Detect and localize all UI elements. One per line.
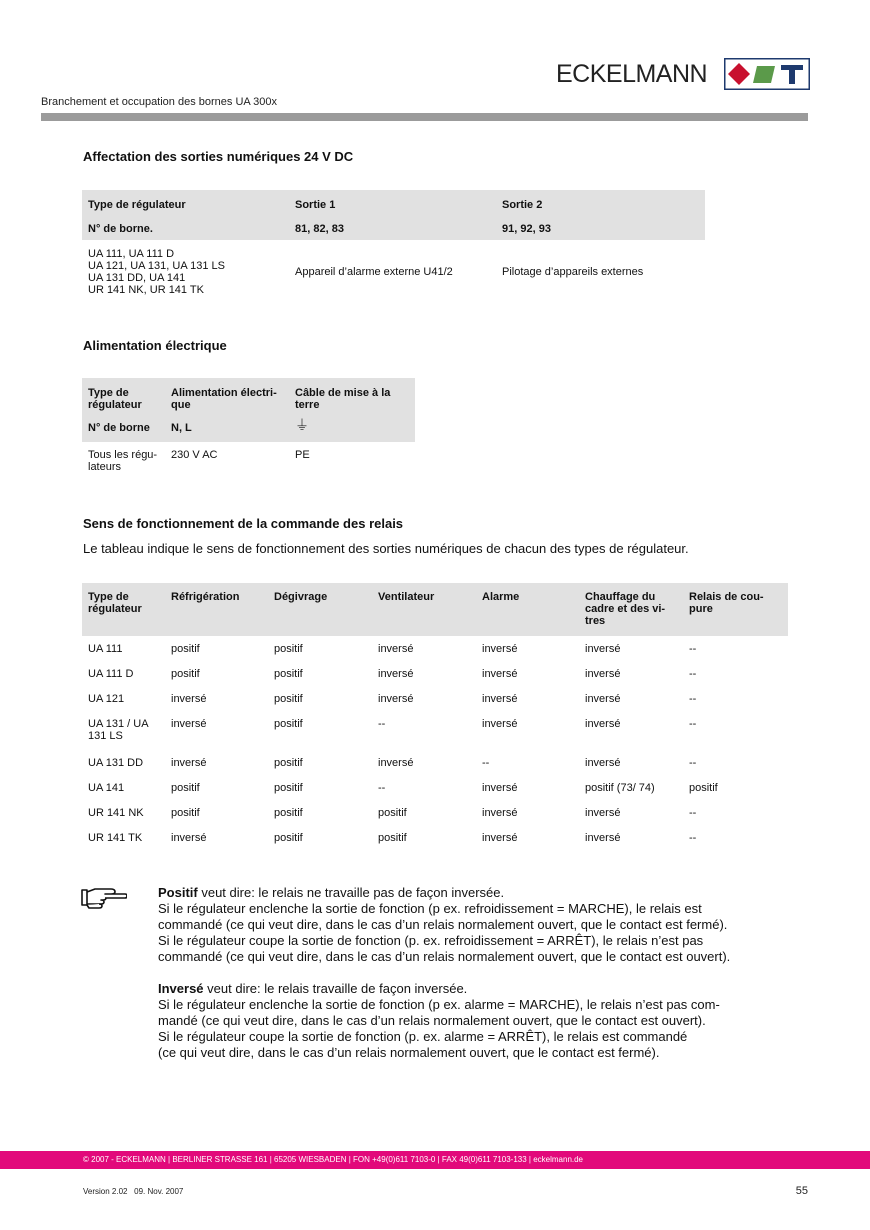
- eckelmann-logo-icon: [724, 58, 810, 90]
- table-cell: --: [689, 668, 697, 680]
- table-cell: --: [689, 693, 697, 705]
- table-cell: inversé: [482, 832, 518, 844]
- positive-term: Positif: [158, 885, 198, 900]
- table-cell: positif: [171, 807, 200, 819]
- company-logo-text: ECKELMANN: [556, 60, 708, 88]
- note-line: commandé (ce qui veut dire, dans le cas d’un relais normalement ouvert, que le contact est fermé).: [158, 917, 728, 932]
- table-cell: inversé: [585, 832, 621, 844]
- table-row: [82, 750, 788, 775]
- page-number: 55: [795, 1185, 808, 1197]
- table-cell: UA 131 / UA 131 LS: [88, 718, 148, 742]
- pointing-hand-icon: [81, 885, 127, 909]
- table-cell: positif: [171, 643, 200, 655]
- positive-definition: [158, 885, 808, 965]
- terminal-row: [82, 416, 415, 442]
- table-cell: inversé: [378, 693, 414, 705]
- table-cell: PE: [295, 449, 310, 461]
- table-cell: UA 141: [88, 782, 125, 794]
- terminal-label: N° de borne: [82, 416, 165, 442]
- table-cell: inversé: [585, 718, 621, 730]
- header-cell: Relais de cou-pure: [683, 583, 788, 636]
- note-line: Si le régulateur coupe la sortie de fonction (p. ex. alarme = ARRÊT), le relais est commandé: [158, 1029, 688, 1044]
- note-line: veut dire: le relais ne travaille pas de façon inversée.: [197, 885, 505, 900]
- table-cell: inversé: [171, 693, 207, 705]
- table-cell: UA 131 DD: [88, 757, 144, 769]
- table-cell: inversé: [585, 643, 621, 655]
- header-cell: Réfrigération: [165, 583, 268, 636]
- table-cell: inversé: [585, 693, 621, 705]
- table-row: [82, 711, 788, 750]
- power-supply-table: [82, 378, 415, 473]
- table-cell: positif: [171, 668, 200, 680]
- table-cell: --: [482, 757, 490, 769]
- table-cell: inversé: [171, 757, 207, 769]
- table-cell: UR 141 TK: [88, 832, 143, 844]
- section-intro-text: Le tableau indique le sens de fonctionnement des sorties numériques de chacun des types de régulateur.: [83, 541, 689, 556]
- table-cell: inversé: [378, 757, 414, 769]
- table-cell: positif (73/ 74): [585, 782, 655, 794]
- header-cell: Type de régulateur: [82, 378, 165, 416]
- inverse-definition: [158, 981, 808, 1061]
- digital-outputs-table: [82, 190, 705, 296]
- table-cell: positif: [274, 832, 303, 844]
- header-cell: Sortie 1: [289, 190, 496, 214]
- inverse-term: Inversé: [158, 981, 204, 996]
- table-cell: --: [689, 757, 697, 769]
- terminal-value: N, L: [165, 416, 289, 442]
- table-cell: UA 121: [88, 693, 125, 705]
- terminal-row: [82, 214, 705, 240]
- table-cell: inversé: [171, 832, 207, 844]
- header-divider: [41, 113, 808, 121]
- terminal-value: 91, 92, 93: [496, 214, 705, 240]
- note-line: veut dire: le relais travaille de façon inversée.: [203, 981, 468, 996]
- table-cell: inversé: [378, 643, 414, 655]
- regulator-type-line: UA 121, UA 131, UA 131 LS: [88, 260, 225, 272]
- table-cell: --: [378, 782, 386, 794]
- header-cell: Chauffage du cadre et des vi-tres: [579, 583, 683, 636]
- note-line: commandé (ce qui veut dire, dans le cas d’un relais normalement ouvert, que le contact est ouvert).: [158, 949, 731, 964]
- output2-cell: Pilotage d’appareils externes: [502, 266, 644, 278]
- section-title-digital-outputs: Affectation des sorties numériques 24 V DC: [83, 149, 354, 164]
- table-cell: positif: [689, 782, 718, 794]
- regulator-types-cell: [82, 240, 289, 296]
- note-line: (ce qui veut dire, dans le cas d’un relais normalement ouvert, que le contact est fermé).: [158, 1045, 660, 1060]
- table-cell: inversé: [585, 807, 621, 819]
- table-cell: --: [689, 807, 697, 819]
- table-row: [82, 775, 788, 800]
- page-header-title: Branchement et occupation des bornes UA 300x: [41, 96, 278, 108]
- table-cell: inversé: [171, 718, 207, 730]
- table-header-row: [82, 378, 415, 416]
- table-cell: --: [689, 832, 697, 844]
- header-cell: Ventilateur: [372, 583, 476, 636]
- regulator-type-line: UA 111, UA 111 D: [88, 248, 175, 260]
- table-cell: inversé: [482, 807, 518, 819]
- table-cell: inversé: [482, 643, 518, 655]
- footer-address: © 2007 - ECKELMANN | BERLINER STRASSE 161 | 65205 WIESBADEN | FON +49(0)611 7103-0 | FAX 49(0)611 7103-133 | eckelmann.de: [83, 1155, 584, 1164]
- table-cell: inversé: [482, 668, 518, 680]
- version-info: Version 2.02 09. Nov. 2007: [83, 1187, 184, 1196]
- table-row: [82, 661, 788, 686]
- terminal-label: N° de borne.: [82, 214, 289, 240]
- note-line: mandé (ce qui veut dire, dans le cas d’un relais normalement ouvert, que le contact est ouvert).: [158, 1013, 706, 1028]
- table-cell: UA 111 D: [88, 668, 134, 680]
- table-cell: positif: [274, 807, 303, 819]
- section-title-power-supply: Alimentation électrique: [83, 338, 227, 353]
- terminal-value: 81, 82, 83: [289, 214, 496, 240]
- output1-cell: Appareil d’alarme externe U41/2: [295, 266, 453, 278]
- note-line: Si le régulateur enclenche la sortie de fonction (p ex. refroidissement = MARCHE), le relais est: [158, 901, 702, 916]
- table-cell: positif: [171, 782, 200, 794]
- header-cell: Alimentation électri-que: [165, 378, 289, 416]
- note-text: [158, 885, 808, 1061]
- table-row: [82, 240, 705, 296]
- regulator-type-line: UA 131 DD, UA 141: [88, 272, 186, 284]
- table-cell: inversé: [378, 668, 414, 680]
- table-cell: inversé: [585, 757, 621, 769]
- regulator-type-line: UR 141 NK, UR 141 TK: [88, 284, 204, 296]
- ground-icon: ⏚: [289, 416, 415, 442]
- table-cell: inversé: [482, 718, 518, 730]
- table-cell: positif: [274, 668, 303, 680]
- table-cell: 230 V AC: [171, 449, 218, 461]
- note-line: Si le régulateur enclenche la sortie de fonction (p ex. alarme = MARCHE), le relais n’est pas com-: [158, 997, 720, 1012]
- note-line: Si le régulateur coupe la sortie de fonction (p. ex. refroidissement = ARRÊT), le relais n’est pas: [158, 933, 704, 948]
- table-cell: UA 111: [88, 643, 123, 655]
- table-row: [82, 636, 788, 661]
- table-row: [82, 825, 788, 850]
- table-cell: --: [689, 718, 697, 730]
- table-row: [82, 442, 415, 473]
- table-cell: --: [689, 643, 697, 655]
- table-header-row: [82, 583, 788, 636]
- table-cell: positif: [274, 757, 303, 769]
- table-cell: inversé: [482, 693, 518, 705]
- table-cell: UR 141 NK: [88, 807, 144, 819]
- header-cell: Sortie 2: [496, 190, 705, 214]
- table-cell: positif: [378, 807, 407, 819]
- table-header-row: [82, 190, 705, 214]
- table-cell: --: [378, 718, 386, 730]
- header-cell: Type de régulateur: [82, 583, 165, 636]
- table-cell: inversé: [482, 782, 518, 794]
- header-cell: Alarme: [476, 583, 579, 636]
- table-cell: positif: [274, 693, 303, 705]
- section-title-relay-control: Sens de fonctionnement de la commande des relais: [83, 516, 404, 531]
- header-cell: Câble de mise à la terre: [289, 378, 415, 416]
- table-cell: Tous les régu-lateurs: [88, 449, 158, 473]
- header-cell: Type de régulateur: [82, 190, 289, 214]
- footer-bar: [0, 1151, 870, 1169]
- table-row: [82, 800, 788, 825]
- table-cell: positif: [274, 643, 303, 655]
- table-cell: inversé: [585, 668, 621, 680]
- table-cell: positif: [378, 832, 407, 844]
- header-cell: Dégivrage: [268, 583, 372, 636]
- table-cell: positif: [274, 718, 303, 730]
- relay-direction-table: [82, 583, 788, 850]
- table-cell: positif: [274, 782, 303, 794]
- table-row: [82, 686, 788, 711]
